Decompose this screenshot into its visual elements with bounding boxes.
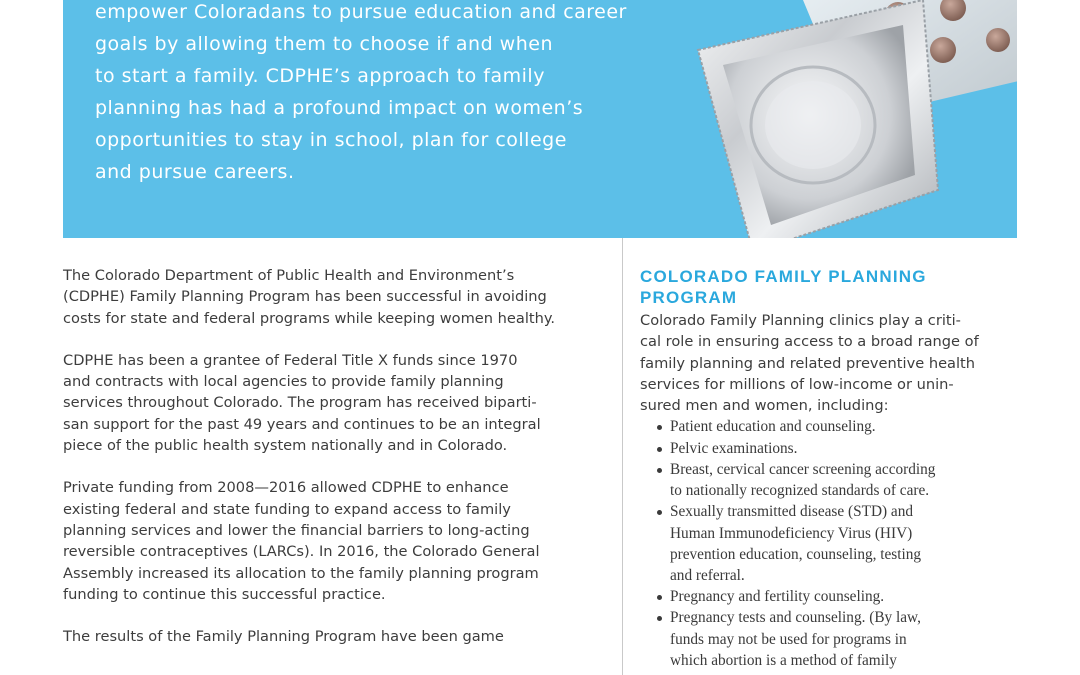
- contraceptives-photo: [603, 0, 1017, 238]
- paragraph: [63, 265, 611, 329]
- heading-line: COLORADO FAMILY PLANNING: [640, 267, 927, 286]
- hero-line: empower Coloradans to pursue education and career: [95, 1, 627, 23]
- hero-line: and pursue careers.: [95, 161, 295, 183]
- list-item: Pelvic examinations.: [640, 438, 1020, 459]
- text-line: services throughout Colorado. The program has received biparti-: [63, 394, 537, 412]
- text-line: existing federal and state funding to expand access to family: [63, 500, 511, 518]
- text-line: Assembly increased its allocation to the family planning program: [63, 564, 539, 582]
- text-line: funding to continue this successful practice.: [63, 585, 386, 603]
- hero-line: to start a family. CDPHE’s approach to family: [95, 65, 545, 87]
- sidebar-article: [640, 266, 1020, 671]
- text-line: The results of the Family Planning Program have been game: [63, 628, 504, 646]
- main-article: [63, 265, 611, 668]
- text-line: Colorado Family Planning clinics play a criti-: [640, 312, 961, 329]
- column-divider: [622, 238, 623, 675]
- hero-line: opportunities to stay in school, plan for college: [95, 129, 567, 151]
- hero-line: goals by allowing them to choose if and when: [95, 33, 553, 55]
- hero-banner: [63, 0, 1017, 238]
- condom-wrapper: [698, 0, 938, 238]
- intro-paragraph: [640, 310, 1020, 416]
- hero-text: [95, 0, 655, 188]
- paragraph: [63, 350, 611, 456]
- text-line: cal role in ensuring access to a broad range of: [640, 333, 979, 351]
- hero-line: planning has had a profound impact on women’s: [95, 97, 584, 119]
- text-line: CDPHE has been a grantee of Federal Title X funds since 1970: [63, 351, 518, 369]
- paragraph: [63, 477, 611, 605]
- text-line: san support for the past 49 years and continues to be an integral: [63, 415, 541, 433]
- list-item: Patient education and counseling.: [640, 416, 1020, 437]
- text-line: piece of the public health system nationally and in Colorado.: [63, 437, 508, 455]
- text-line: services for millions of low-income or unin-: [640, 375, 954, 393]
- list-item: Pregnancy tests and counseling. (By law, funds may not be used for programs in which abortion is a method of family: [640, 607, 1020, 671]
- text-line: costs for state and federal programs while keeping women healthy.: [63, 309, 556, 327]
- section-heading: [640, 266, 1020, 308]
- services-list: [640, 416, 1020, 670]
- text-line: reversible contraceptives (LARCs). In 2016, the Colorado General: [63, 543, 540, 561]
- text-line: family planning and related preventive health: [640, 354, 976, 372]
- heading-line: PROGRAM: [640, 288, 738, 307]
- list-item: Pregnancy and fertility counseling.: [640, 586, 1020, 607]
- list-item: Breast, cervical cancer screening according to nationally recognized standards of care.: [640, 459, 1020, 501]
- text-line: sured men and women, including:: [640, 397, 889, 415]
- text-line: and contracts with local agencies to provide family planning: [63, 373, 504, 391]
- text-line: planning services and lower the financial barriers to long-acting: [63, 521, 530, 539]
- list-item: Sexually transmitted disease (STD) and Human Immunodeficiency Virus (HIV) prevention education, counseling, testing and referral.: [640, 501, 1020, 586]
- text-line: The Colorado Department of Public Health and Environment’s: [63, 267, 515, 284]
- text-line: Private funding from 2008—2016 allowed CDPHE to enhance: [63, 479, 509, 497]
- text-line: (CDPHE) Family Planning Program has been successful in avoiding: [63, 288, 547, 306]
- paragraph: [63, 626, 611, 647]
